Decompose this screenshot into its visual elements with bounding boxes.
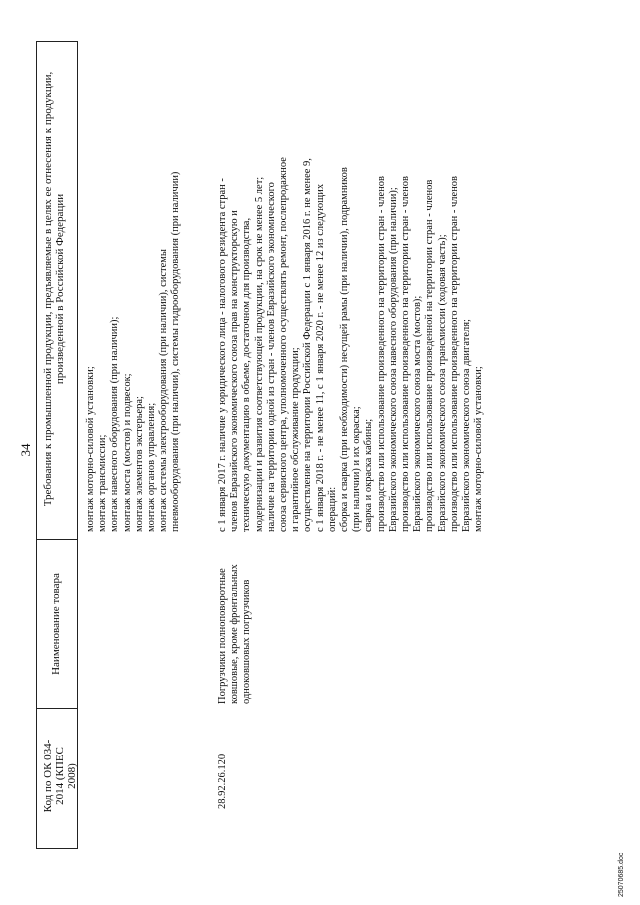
- name-line: Погрузчики полноповоротные: [217, 568, 228, 704]
- requirement-line: сварка и окраска кабины;: [363, 418, 375, 532]
- requirement-line: пневмооборудования (при наличии), системы гидрооборудования (при наличии): [170, 171, 182, 532]
- requirement-line: союза сервисного центра, уполномоченного осуществлять ремонт, послепродажное: [278, 157, 290, 532]
- requirement-line: членов Евразийского экономического союза прав на конструкторскую и: [229, 210, 241, 532]
- requirement-line: наличие на территории одной из стран - членов Евразийского экономического: [265, 182, 277, 532]
- requirement-line: производство или использование произведенной на территории стран - членов: [424, 179, 436, 532]
- requirement-line: монтаж моторно-силовой установки;: [85, 366, 96, 532]
- requirement-line: монтаж системы электрооборудования (при наличии), системы: [158, 249, 170, 532]
- row2-requirements: [217, 44, 485, 532]
- requirement-line: монтаж навесного оборудования (при наличии);: [109, 316, 121, 532]
- requirement-line: производство или использование произведенного на территории стран - членов: [448, 175, 460, 532]
- requirement-line: монтаж органов управления;: [146, 402, 158, 532]
- requirement-line: Евразийского экономического союза трансмиссии (ходовая часть);: [436, 234, 448, 532]
- requirement-line: и гарантийное обслуживание продукции;: [290, 347, 302, 532]
- requirement-line: Евразийского экономического союза двигателя;: [461, 319, 473, 532]
- row2-code: 28.92.26.120: [217, 753, 228, 809]
- name-line: одноковшовых погрузчиков: [241, 579, 253, 704]
- requirement-line: с 1 января 2017 г. наличие у юридического лица - налогового резидента стран -: [217, 178, 228, 532]
- requirement-line: осуществление на территории Российской Федерации с 1 января 2016 г. не менее 9,: [302, 158, 314, 532]
- header-name: Наименование товара: [50, 573, 62, 675]
- row1-requirements: [85, 52, 183, 532]
- requirement-line: техническую документацию в объеме, достаточном для производства,: [241, 217, 253, 532]
- requirement-line: Евразийского экономического союза навесного оборудования (при наличии);: [387, 187, 399, 532]
- requirements-table: [36, 41, 551, 849]
- row2-name: [217, 540, 254, 704]
- column-divider-1: [36, 708, 78, 709]
- requirement-line: сборка и сварка (при необходимости) несущей рамы (при наличии), подрамников: [339, 167, 351, 532]
- page-number: 34: [18, 443, 33, 457]
- header-bottom-border: [77, 41, 78, 849]
- requirement-line: монтаж моста (мостов) и подвесок;: [121, 373, 133, 532]
- requirement-line: операций:: [326, 486, 338, 532]
- requirement-line: монтаж элементов экстерьера;: [133, 396, 145, 532]
- requirement-line: монтаж трансмиссии;: [97, 434, 109, 532]
- requirement-line: Евразийского экономического союза моста (мостов);: [412, 295, 424, 532]
- document-id: 25070685.doc: [618, 852, 625, 897]
- requirement-line: монтаж моторно-силовой установки;: [473, 366, 485, 532]
- header-code: Код по ОК 034-2014 (КПЕС 2008): [42, 739, 78, 813]
- requirement-line: производство или использование произведенного на территории стран - членов: [375, 175, 387, 532]
- header-requirements: Требования к промышленной продукции, предъявляемые в целях ее отнесения к продукции, произведенной в Российской Федерации: [42, 71, 66, 507]
- table-right-border: [36, 41, 78, 42]
- table-top-border: [36, 41, 37, 849]
- requirement-line: производство или использование произведенного на территории стран - членов: [400, 175, 412, 532]
- requirement-line: (при наличии) и их окраска;: [351, 406, 363, 532]
- requirement-line: модернизации и развития соответствующей продукции, на срок не менее 5 лет;: [253, 176, 265, 532]
- column-divider-2: [36, 539, 78, 540]
- table-left-border: [36, 848, 78, 849]
- name-line: ковшовые, кроме фронтальных: [229, 564, 241, 704]
- requirement-line: с 1 января 2018 г. - не менее 11, с 1 января 2020 г. - не менее 12 из следующих: [314, 183, 326, 532]
